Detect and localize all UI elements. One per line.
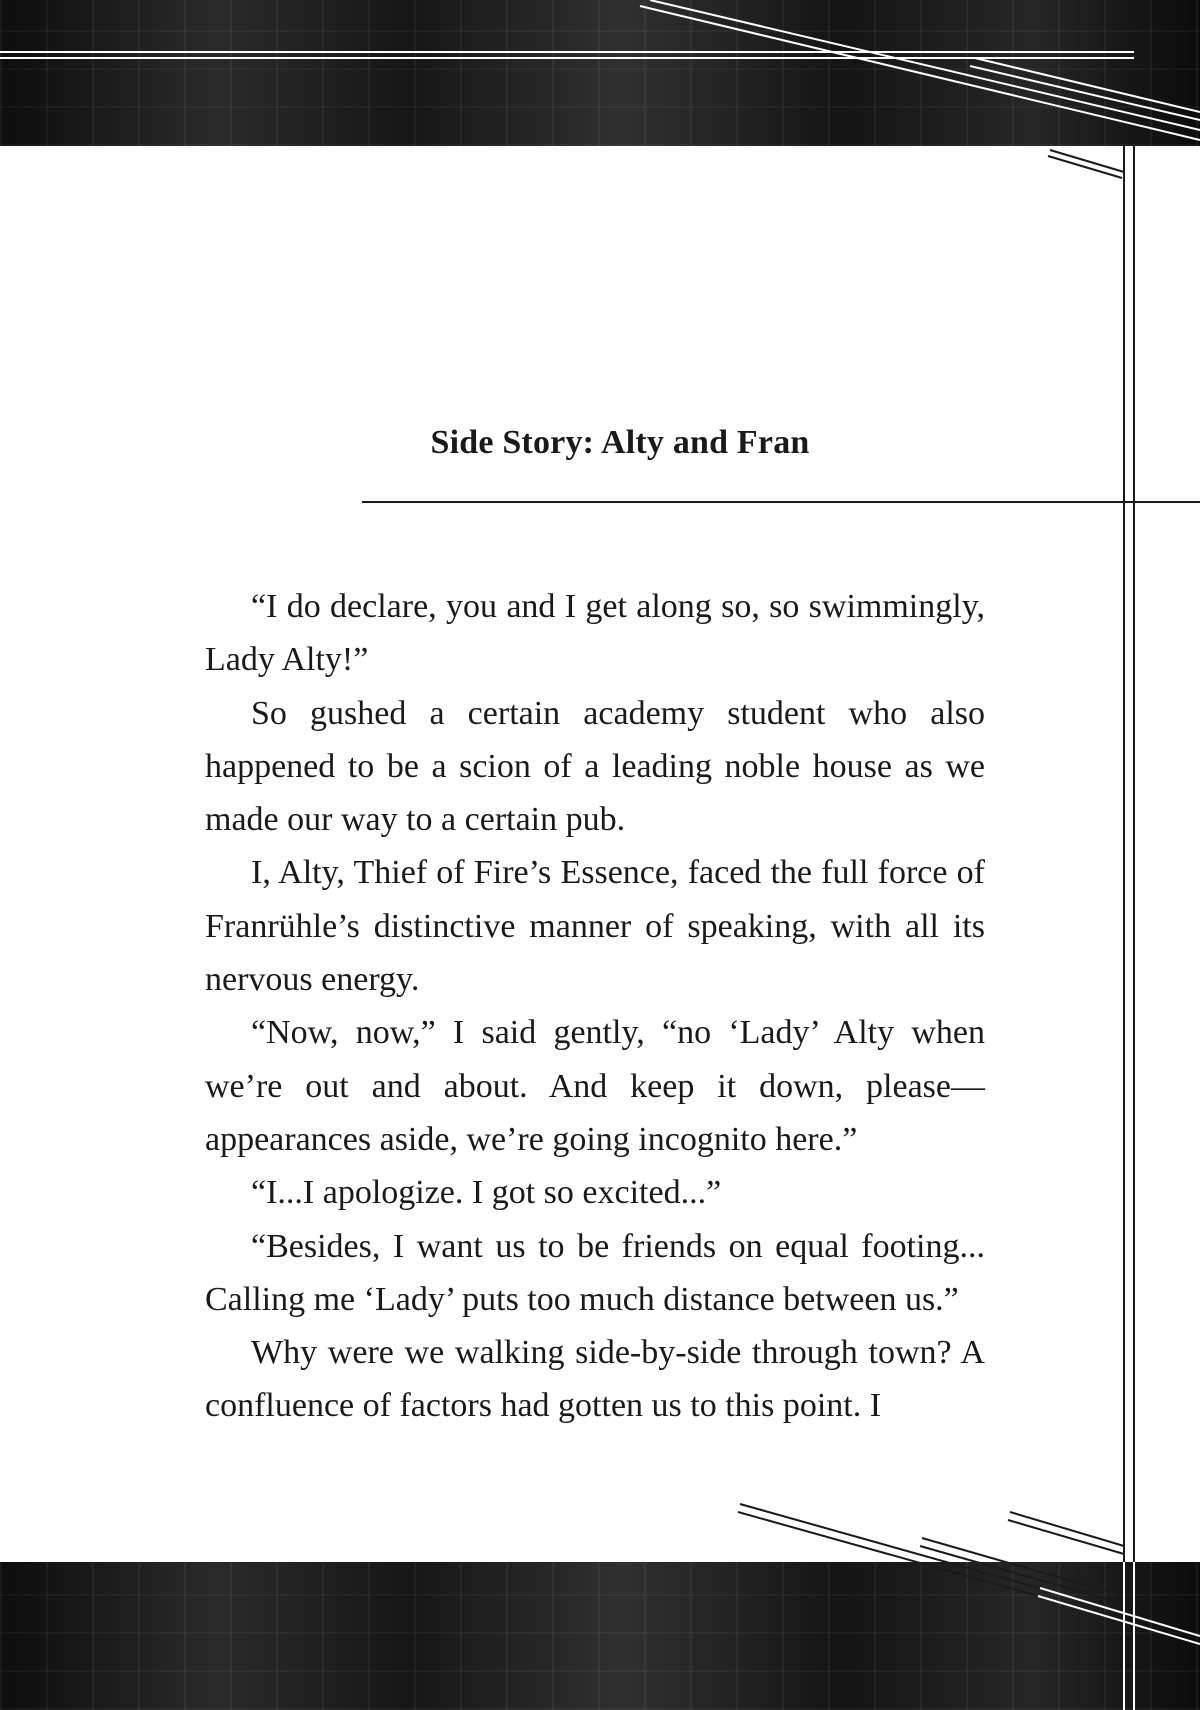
paragraph: I, Alty, Thief of Fire’s Essence, faced the full force of Franrühle’s distinctive manner of speaking, with all its nervous energy.: [205, 854, 985, 999]
paragraph: “I do declare, you and I get along so, so swimmingly, Lady Alty!”: [205, 588, 985, 679]
paragraph: Why were we walking side-by-side through town? A confluence of factors had gotten us to this point. I: [205, 1334, 985, 1425]
paragraph: So gushed a certain academy student who also happened to be a scion of a leading noble house as we made our way to a certain pub.: [205, 694, 985, 839]
title-underline: [362, 501, 1200, 503]
body-text: [205, 580, 985, 1433]
chapter-title: Side Story: Alty and Fran: [430, 424, 810, 461]
paragraph: “Now, now,” I said gently, “no ‘Lady’ Alty when we’re out and about. And keep it down, please—appearances aside, we’re going incognito here.”: [205, 1014, 985, 1158]
right-frame-lines: [1048, 146, 1134, 1562]
paragraph: “Besides, I want us to be friends on equal footing... Calling me ‘Lady’ puts too much distance between us.”: [205, 1227, 985, 1318]
top-decorative-band: [0, 0, 1200, 146]
bottom-decorative-band: [0, 1562, 1200, 1710]
paragraph: “I...I apologize. I got so excited...”: [251, 1174, 722, 1212]
